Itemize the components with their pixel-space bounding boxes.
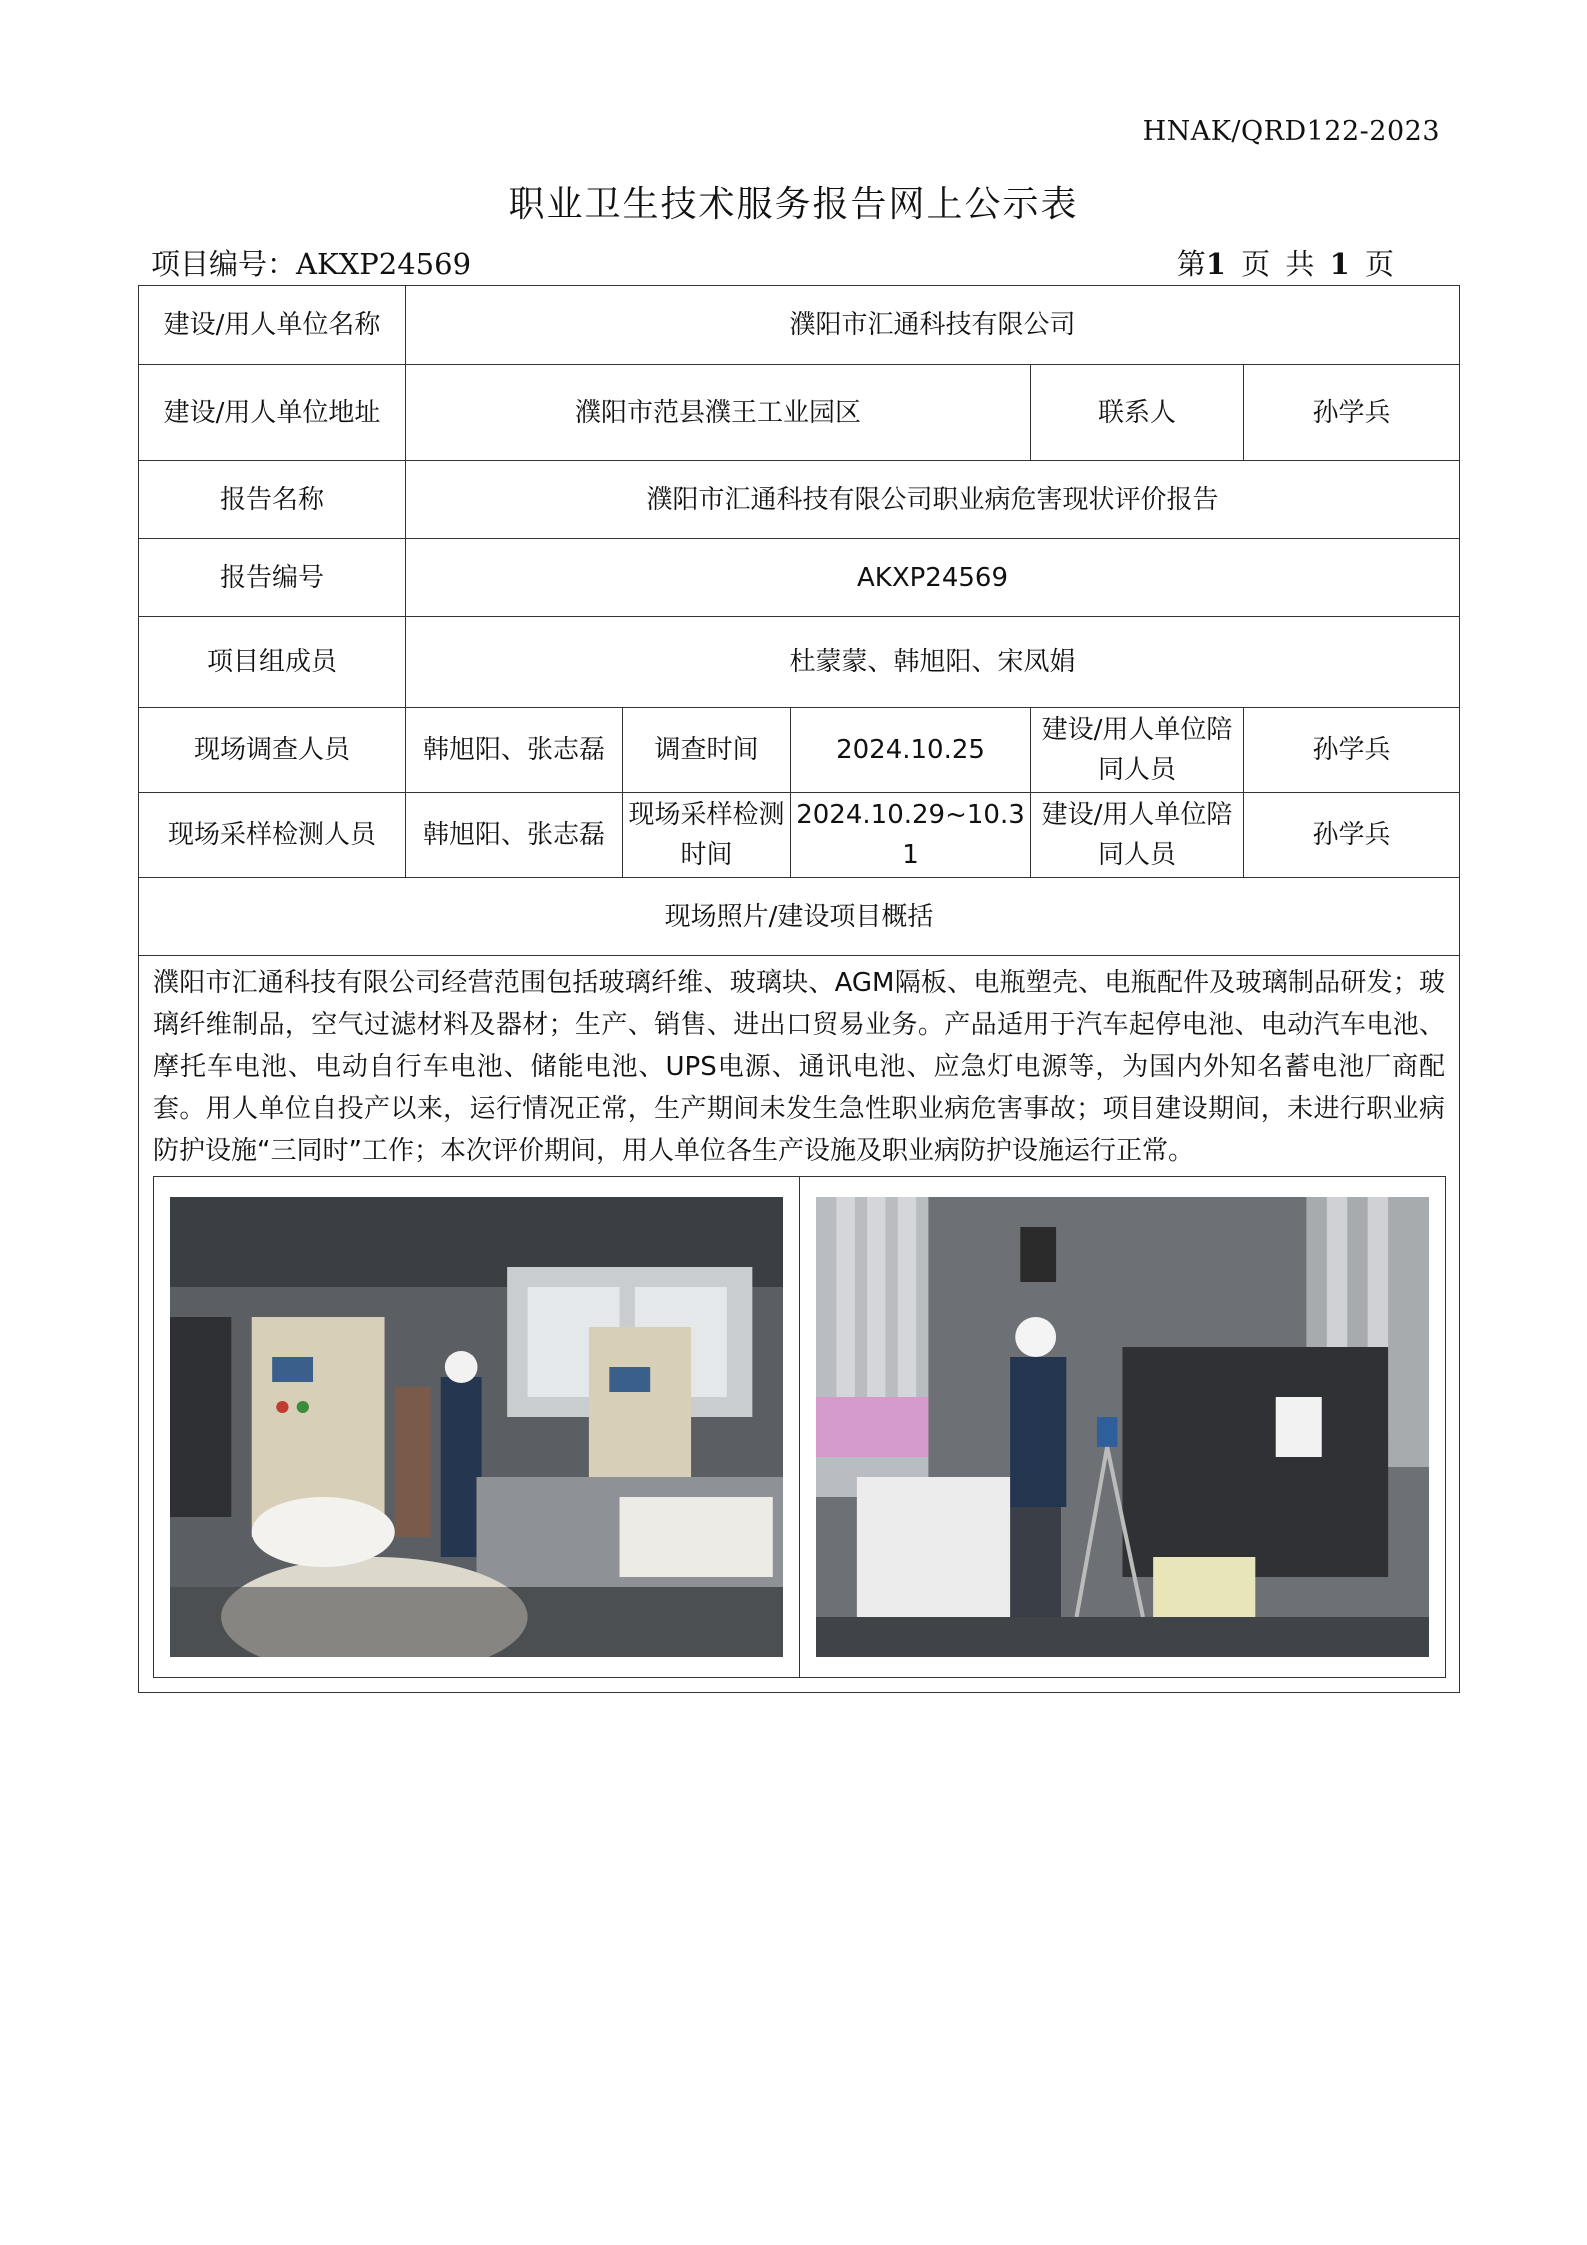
row-report-name bbox=[139, 461, 1460, 539]
project-number-label: 项目编号： bbox=[151, 247, 297, 281]
sampling-worker-photo-icon bbox=[816, 1197, 1429, 1657]
unit-address-label: 建设/用人单位地址 bbox=[139, 365, 406, 461]
description-cell bbox=[139, 956, 1460, 1693]
survey-time: 2024.10.25 bbox=[791, 708, 1031, 793]
page-indicator bbox=[1177, 242, 1394, 283]
report-name-value: 濮阳市汇通科技有限公司职业病危害现状评价报告 bbox=[406, 461, 1460, 539]
members-label: 项目组成员 bbox=[139, 617, 406, 708]
survey-people: 韩旭阳、张志磊 bbox=[406, 708, 623, 793]
site-photo-1 bbox=[170, 1197, 783, 1657]
sampling-time-label: 现场采样检测时间 bbox=[623, 793, 791, 878]
sampling-people: 韩旭阳、张志磊 bbox=[406, 793, 623, 878]
members-value: 杜蒙蒙、韩旭阳、宋凤娟 bbox=[406, 617, 1460, 708]
photo-cell-right bbox=[800, 1177, 1445, 1677]
page-suffix: 页 bbox=[1364, 247, 1394, 281]
row-photos-header bbox=[139, 878, 1460, 956]
page-prefix: 第 bbox=[1176, 247, 1206, 281]
sampling-time: 2024.10.29~10.31 bbox=[791, 793, 1031, 878]
project-number-value: AKXP24569 bbox=[296, 247, 472, 281]
project-description: 濮阳市汇通科技有限公司经营范围包括玻璃纤维、玻璃块、AGM隔板、电瓶塑壳、电瓶配件及玻璃制品研发；玻璃纤维制品，空气过滤材料及器材；生产、销售、进出口贸易业务。产品适用于汽车起停电池、电动汽车电池、摩托车电池、电动自行车电池、储能电池、UPS电源、通讯电池、应急灯电源等，为国内外知名蓄电池厂商配套。用人单位自投产以来，运行情况正常，生产期间未发生急性职业病危害事故；项目建设期间，未进行职业病防护设施“三同时”工作；本次评价期间，用人单位各生产设施及职业病防护设施运行正常。 bbox=[153, 968, 1446, 1166]
photos-header: 现场照片/建设项目概括 bbox=[139, 878, 1460, 956]
row-survey bbox=[139, 708, 1460, 793]
row-unit-name bbox=[139, 286, 1460, 365]
site-photos bbox=[153, 1176, 1446, 1678]
page-current: 1 bbox=[1205, 247, 1226, 281]
page-mid: 页 共 bbox=[1241, 247, 1315, 281]
row-description bbox=[139, 956, 1460, 1693]
project-number bbox=[151, 242, 471, 283]
site-photo-2 bbox=[816, 1197, 1429, 1657]
sampling-escort: 孙学兵 bbox=[1244, 793, 1460, 878]
survey-label: 现场调查人员 bbox=[139, 708, 406, 793]
row-sampling bbox=[139, 793, 1460, 878]
survey-time-label: 调查时间 bbox=[623, 708, 791, 793]
report-name-label: 报告名称 bbox=[139, 461, 406, 539]
unit-address-value: 濮阳市范县濮王工业园区 bbox=[406, 365, 1031, 461]
unit-name-value: 濮阳市汇通科技有限公司 bbox=[406, 286, 1460, 365]
report-no-label: 报告编号 bbox=[139, 539, 406, 617]
sampling-label: 现场采样检测人员 bbox=[139, 793, 406, 878]
photo-cell-left bbox=[154, 1177, 800, 1677]
page-total: 1 bbox=[1329, 247, 1350, 281]
row-unit-address bbox=[139, 365, 1460, 461]
document-code: HNAK/QRD122-2023 bbox=[1142, 116, 1440, 147]
contact-value: 孙学兵 bbox=[1244, 365, 1460, 461]
survey-escort-label: 建设/用人单位陪同人员 bbox=[1031, 708, 1244, 793]
report-no-value: AKXP24569 bbox=[406, 539, 1460, 617]
page-title: 职业卫生技术服务报告网上公示表 bbox=[508, 184, 1079, 225]
unit-name-label: 建设/用人单位名称 bbox=[139, 286, 406, 365]
row-report-no bbox=[139, 539, 1460, 617]
sampling-escort-label: 建设/用人单位陪同人员 bbox=[1031, 793, 1244, 878]
contact-label: 联系人 bbox=[1031, 365, 1244, 461]
disclosure-table bbox=[138, 285, 1460, 1693]
survey-escort: 孙学兵 bbox=[1244, 708, 1460, 793]
row-members bbox=[139, 617, 1460, 708]
factory-floor-photo-icon bbox=[170, 1197, 783, 1657]
